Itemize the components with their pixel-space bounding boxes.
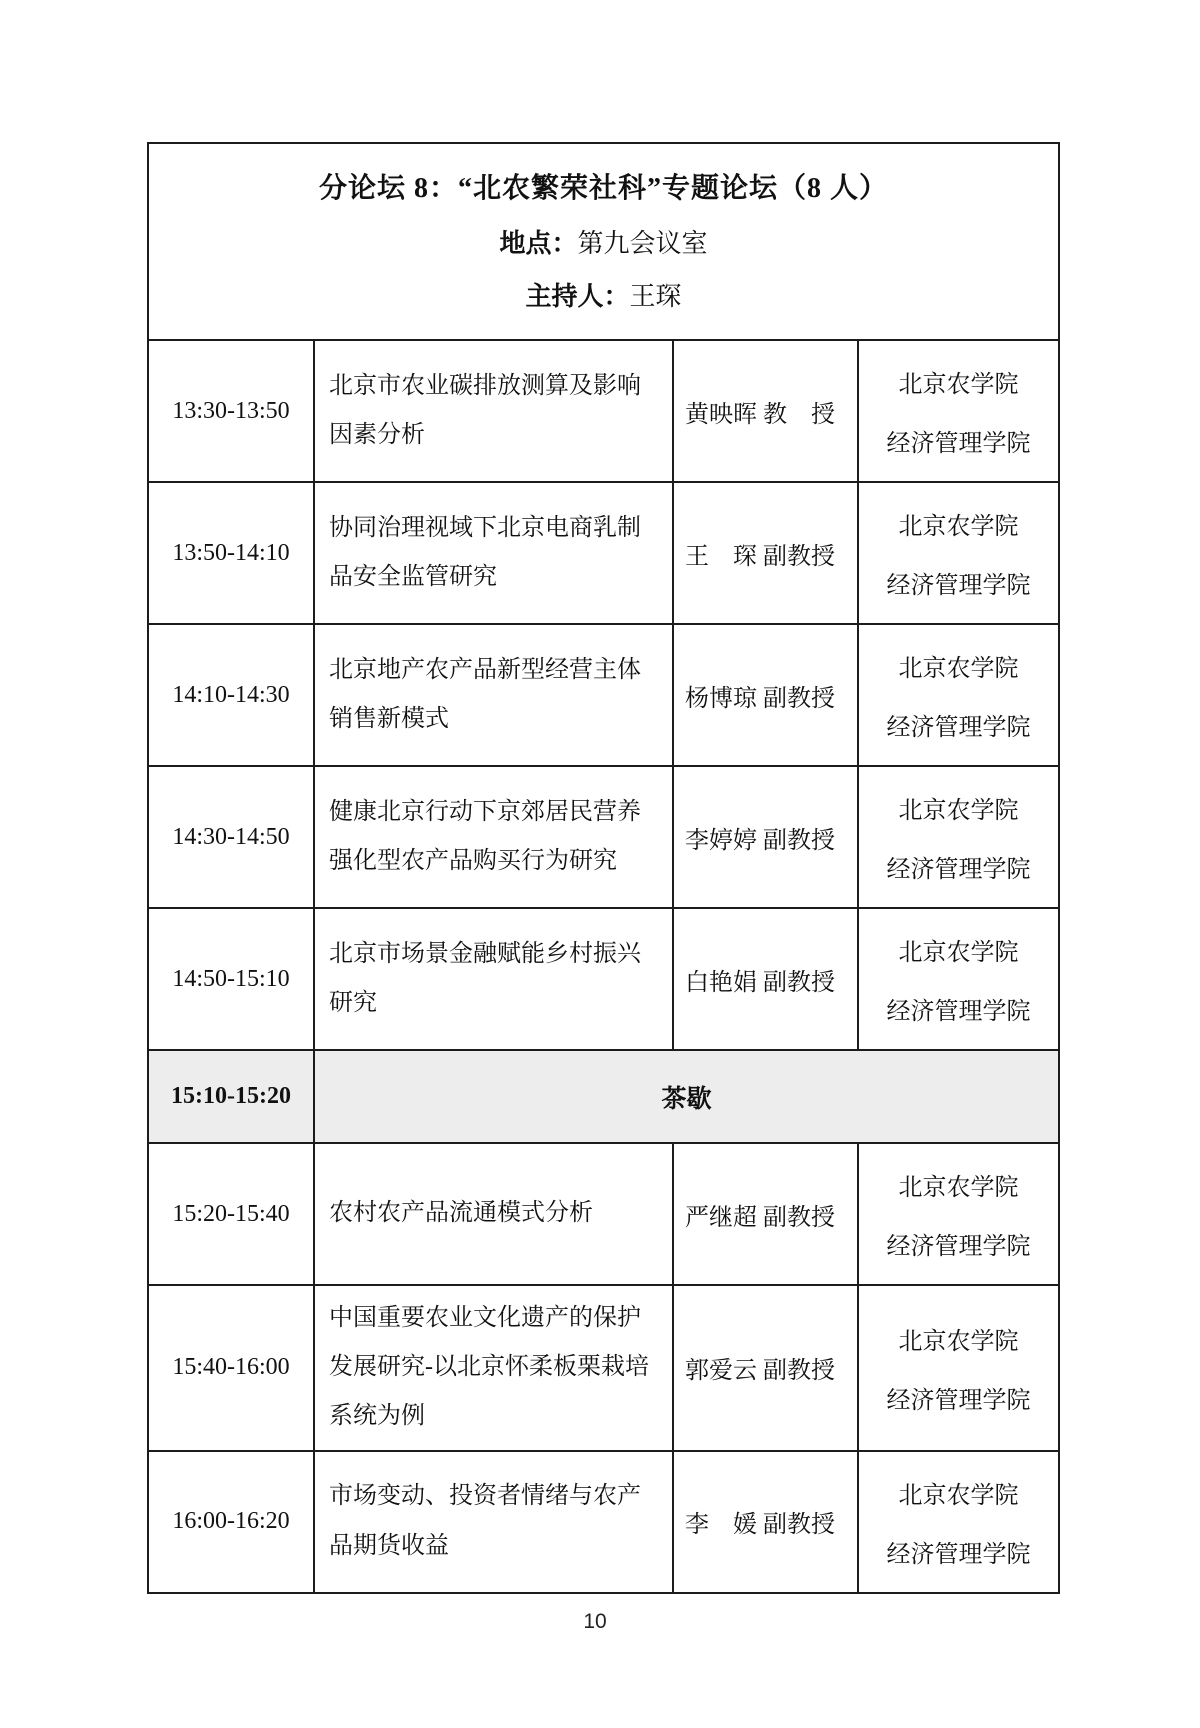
affiliation-line: 经济管理学院: [886, 1387, 1031, 1414]
time-cell: 15:40-16:00: [148, 1285, 314, 1451]
time-cell: 16:00-16:20: [148, 1451, 314, 1593]
affiliation-line: 北京农学院: [898, 1175, 1019, 1201]
chair-label: 主持人：: [525, 281, 630, 311]
affiliation-line: 北京农学院: [898, 656, 1019, 682]
affiliation-line: 北京农学院: [898, 1328, 1019, 1355]
time-cell: 15:10-15:20: [148, 1050, 314, 1143]
affiliation-line: 经济管理学院: [886, 715, 1031, 741]
affiliation-line: 北京农学院: [898, 1482, 1019, 1509]
table-header-row: [148, 143, 1059, 340]
affiliation-cell: [858, 340, 1059, 482]
table-row: [148, 624, 1059, 766]
affiliation-cell: [858, 908, 1059, 1050]
break-label: 茶歇: [314, 1050, 1059, 1143]
time-cell: 14:10-14:30: [148, 624, 314, 766]
affiliation-line: 经济管理学院: [886, 1541, 1031, 1568]
affiliation-line: 经济管理学院: [886, 999, 1031, 1025]
affiliation-line: 北京农学院: [898, 940, 1019, 966]
affiliation-cell: [858, 766, 1059, 908]
affiliation-cell: [858, 1451, 1059, 1593]
affiliation-line: 经济管理学院: [886, 573, 1031, 599]
presenter-cell: 李 媛 副教授: [673, 1451, 858, 1593]
title-cell: 北京市农业碳排放测算及影响因素分析: [314, 340, 673, 482]
table-row: [148, 340, 1059, 482]
forum-location-line: [499, 223, 707, 260]
title-cell: 农村农产品流通模式分析: [314, 1143, 673, 1285]
page-number: 10: [583, 1610, 607, 1633]
affiliation-line: 经济管理学院: [886, 857, 1031, 883]
affiliation-cell: [858, 1285, 1059, 1451]
forum-schedule-table: [147, 142, 1060, 1594]
title-cell: 市场变动、投资者情绪与农产品期货收益: [314, 1451, 673, 1593]
affiliation-line: 北京农学院: [898, 514, 1019, 540]
title-cell: 北京市场景金融赋能乡村振兴研究: [314, 908, 673, 1050]
time-cell: 14:50-15:10: [148, 908, 314, 1050]
presenter-cell: 严继超 副教授: [673, 1143, 858, 1285]
forum-chair-line: [525, 276, 681, 313]
affiliation-line: 北京农学院: [898, 372, 1019, 398]
affiliation-cell: [858, 482, 1059, 624]
title-cell: 北京地产农产品新型经营主体销售新模式: [314, 624, 673, 766]
presenter-cell: 杨博琼 副教授: [673, 624, 858, 766]
table-row: [148, 908, 1059, 1050]
time-cell: 15:20-15:40: [148, 1143, 314, 1285]
forum-header-cell: [148, 143, 1059, 340]
title-cell: 中国重要农业文化遗产的保护发展研究-以北京怀柔板栗栽培系统为例: [314, 1285, 673, 1451]
presenter-cell: 白艳娟 副教授: [673, 908, 858, 1050]
chair-value: 王琛: [629, 281, 682, 311]
affiliation-line: 经济管理学院: [886, 431, 1031, 457]
affiliation-line: 经济管理学院: [886, 1234, 1031, 1260]
table-row: [148, 482, 1059, 624]
affiliation-cell: [858, 1143, 1059, 1285]
table-row: [148, 1143, 1059, 1285]
forum-title: 分论坛 8：“北农繁荣社科”专题论坛（8 人）: [319, 173, 889, 205]
time-cell: 13:50-14:10: [148, 482, 314, 624]
presenter-cell: 郭爱云 副教授: [673, 1285, 858, 1451]
title-cell: 协同治理视域下北京电商乳制品安全监管研究: [314, 482, 673, 624]
location-value: 第九会议室: [577, 228, 708, 258]
location-label: 地点：: [499, 228, 578, 258]
presenter-cell: 王 琛 副教授: [673, 482, 858, 624]
presenter-cell: 李婷婷 副教授: [673, 766, 858, 908]
table-row: [148, 1451, 1059, 1593]
presenter-cell: 黄映晖 教 授: [673, 340, 858, 482]
forum-header: [149, 150, 1058, 329]
affiliation-line: 北京农学院: [898, 798, 1019, 824]
break-row: [148, 1050, 1059, 1143]
table-row: [148, 766, 1059, 908]
time-cell: 13:30-13:50: [148, 340, 314, 482]
table-row: [148, 1285, 1059, 1451]
time-cell: 14:30-14:50: [148, 766, 314, 908]
title-cell: 健康北京行动下京郊居民营养强化型农产品购买行为研究: [314, 766, 673, 908]
affiliation-cell: [858, 624, 1059, 766]
